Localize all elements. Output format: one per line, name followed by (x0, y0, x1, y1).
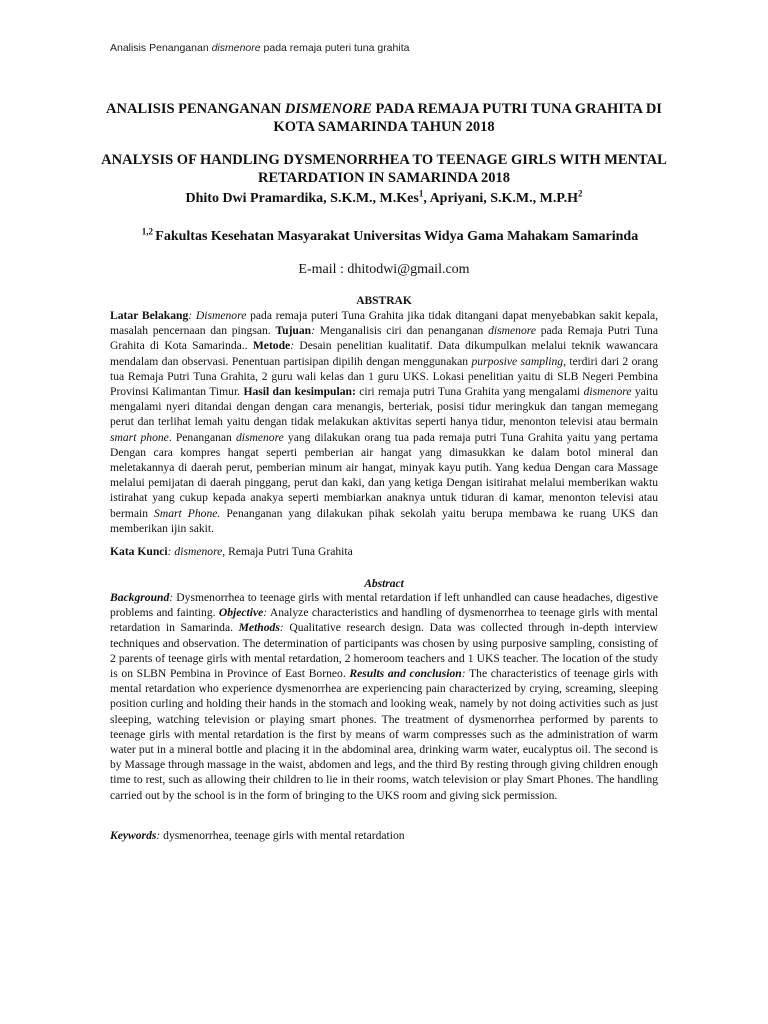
title-id-pre: ANALISIS PENANGANAN (106, 101, 285, 117)
abstract-bg-text: Dysmenorrhea to teenage girls with mental retardation if left unhandled can cause headaches, digestive problems and fainting. (110, 591, 658, 620)
abstrak-bg-text: pada remaja puteri Tuna Grahita jika tidak ditangani dapat menyebabkan sakit kepala, masalah pencernaan dan pingsan. (110, 309, 658, 338)
running-header-em: dismenore (211, 42, 261, 54)
author-1: Dhito Dwi Pramardika, S.K.M., M.Kes (185, 191, 419, 206)
kata-kunci-em: dismenore, (171, 545, 226, 558)
author-2: Apriyani, S.K.M., M.P.H (429, 191, 578, 206)
abstract-bg-colon: : (169, 591, 174, 604)
abstrak-bg-label: Latar Belakang (110, 309, 189, 322)
kata-kunci-line (110, 544, 658, 559)
kata-kunci-label: Kata Kunci (110, 545, 168, 558)
author-separator: , (423, 191, 430, 206)
abstrak-res-em4: Smart Phone. (154, 506, 221, 520)
kata-kunci-colon: : (167, 545, 172, 558)
abstract-bg-label: Background (110, 591, 170, 604)
title-english: ANALYSIS OF HANDLING DYSMENORRHEA TO TEENAGE GIRLS WITH MENTAL RETARDATION IN SAMARINDA 2018 (101, 152, 667, 186)
abstract-res-text: The characteristics of teenage girls with mental retardation who experience dysmenorrhea are experiencing pain characterized by crying, screaming, sleeping position curling and holding their hands in the stomach and looking weak, namely by not doing activities such as just sleeping, watching television or playing smart phones. The treatment of dysmenorrhea performed by parents to teenage girls with mental retardation is the first by means of warm compresses such as the administration of warm water put in a mineral bottle and placing it in the abdominal area, drinking warm water, eucalyptus oil. The second is by Massage through massage in the waist, abdomen and legs, and the third By resting through giving children enough time to rest, such as allowing their children to lie in their rooms, watch television or play Smart Phones. The handling carried out by the school is in the form of bringing to the UKS room and giving sick permission. (110, 667, 658, 802)
abstrak-met-label: Metode (252, 339, 291, 353)
abstrak-met-colon: : (290, 339, 295, 353)
abstrak-heading: ABSTRAK (356, 295, 412, 307)
abstrak-res-text: ciri remaja putri Tuna Grahita yang mengalami (355, 385, 584, 399)
abstrak-res-text4: yang dilakukan orang tua pada remaja putri Tuna Grahita yaitu yang pertama Dengan cara kompres hangat seperti pemberian air hangat yang dimasukkan ke dalam botol mineral dan meletakannya di daerah perut, pemberian minum air hangat, minyak kayu putih. Yang kedua Dengan cara Massage melalui pemijatan di daerah pinggang, perut dan kaki, dan yang ketiga Dengan isitirahat melalui memberikan waktu istirahat yang cukup kepada anakya seperti membiarkan anaknya untuk tiduran di kamar, menonton televisi atau bermain (110, 430, 658, 520)
abstrak-obj-label: Tujuan (275, 324, 312, 338)
abstrak-obj-text2: pada Remaja Putri Tuna Grahita di Kota Samarinda.. (110, 324, 659, 353)
abstract-obj-text: Analyze characteristics and handling of dysmenorrhea to teenage girls with mental retardation in Samarinda. (110, 606, 658, 635)
abstrak-obj-text: Menganalisis ciri dan penanganan (315, 324, 489, 338)
keywords-label: Keywords (110, 829, 157, 842)
abstrak-res-label: Hasil dan kesimpulan (243, 385, 352, 399)
abstrak-obj-em: dismenore (488, 324, 536, 338)
running-header-pre: Analisis Penanganan (110, 42, 212, 54)
kata-kunci-text: Remaja Putri Tuna Grahita (225, 545, 353, 558)
abstract-met-label: Methods (238, 621, 280, 635)
abstract-res-label: Results and conclusion (349, 667, 462, 681)
abstract-paragraph (110, 590, 658, 803)
abstract-obj-colon: : (263, 606, 268, 620)
title-id-em: DISMENORE (284, 101, 372, 117)
abstrak-met-text: Desain penelitian kualitatif. Data dikumpulkan melalui teknik wawancara mendalam dan observasi. Penentuan partisipan dipilih dengan menggunakan (110, 339, 658, 368)
keywords-text: dysmenorrhea, teenage girls with mental retardation (160, 829, 405, 842)
abstrak-obj-colon: : (311, 324, 315, 338)
abstrak-res-text3: . Penanganan (168, 430, 236, 444)
affiliation-text: Fakultas Kesehatan Masyarakat Universitas Widya Gama Mahakam Samarinda (155, 229, 639, 244)
running-header-post: pada remaja puteri tuna grahita (260, 42, 410, 54)
abstract-met-text: Qualitative research design. Data was collected through in-depth interview techniques and observation. The determination of participants was chosen by using purposive sampling, consisting of 2 parents of teenage girls with mental retardation, 2 homeroom teachers and 1 UKS teacher. The location of the study is on SLBN Pembina in Province of East Borneo. (110, 621, 658, 681)
author-1-sup: 1 (418, 188, 424, 199)
abstrak-met-em: purposive sampling (471, 354, 564, 368)
abstrak-met-text2: , terdiri dari 2 orang tua Remaja Putri Tuna Grahita, 2 guru wali kelas dan 1 guru UKS. Lokasi penelitian yaitu di SLB Negeri Pembina Provinsi Kalimantan Timur. (110, 354, 658, 399)
abstrak-res-text2: yaitu mengalami nyeri ditandai dengan dengan cara menangis, berteriak, posisi tidur meringkuk dan tangan memegang perut dan terlihat lemah yaitu dengan tidak melakukan aktivitas seperti hanya tidur, menonton televisi atau bermain (110, 385, 659, 429)
title-id-post: PADA REMAJA PUTRI TUNA GRAHITA DI KOTA SAMARINDA TAHUN 2018 (273, 101, 662, 135)
author-2-sup: 2 (578, 188, 583, 199)
email-line: E-mail : dhitodwi@gmail.com (298, 262, 470, 277)
abstrak-bg-em: Dismenore (192, 309, 247, 322)
affiliation-sup: 1,2 (141, 226, 156, 237)
abstrak-res-colon: : (351, 385, 356, 399)
affiliation (110, 226, 670, 245)
abstrak-paragraph (110, 308, 658, 536)
abstract-met-colon: : (279, 621, 284, 635)
title-indonesian (100, 100, 668, 136)
abstract-obj-label: Objective (218, 606, 264, 620)
abstrak-res-em2: smart phone (110, 430, 169, 444)
abstrak-res-text5: Penanganan yang dilakukan pihak sekolah yaitu berupa membawa ke ruang UKS dan memberikan ijin sakit. (110, 506, 658, 535)
abstract-res-colon: : (461, 667, 466, 681)
abstrak-res-em3: dismenore (235, 430, 284, 444)
keywords-colon: : (156, 829, 161, 842)
abstrak-res-em: dismenore (583, 385, 632, 399)
keywords-line (110, 828, 658, 843)
abstract-heading: Abstract (364, 578, 404, 590)
authors-line (100, 188, 668, 207)
running-header (110, 42, 409, 54)
abstrak-bg-colon: : (188, 309, 193, 322)
